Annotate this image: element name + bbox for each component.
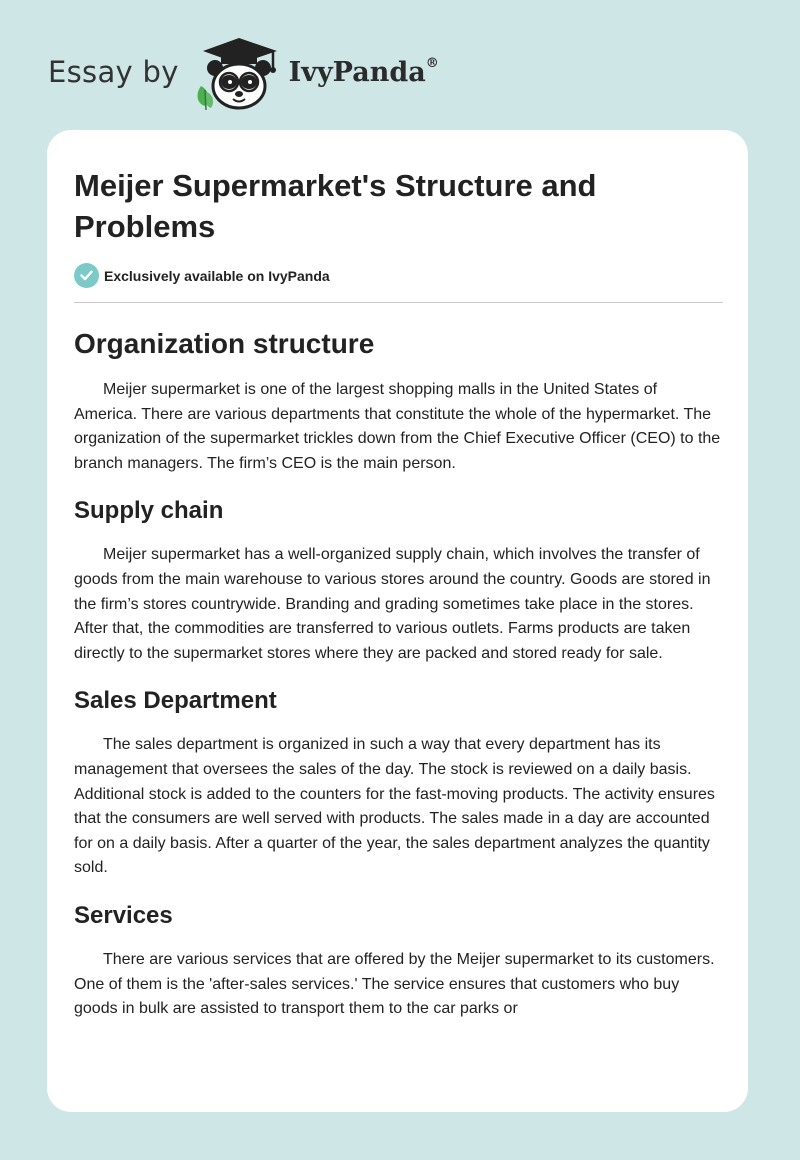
panda-logo-icon[interactable]: [193, 34, 285, 110]
brand-name[interactable]: [289, 57, 439, 88]
article-card: [47, 130, 748, 1112]
exclusive-badge-text: Exclusively available on IvyPanda: [104, 267, 330, 284]
title-divider: [74, 302, 723, 303]
section-heading: Sales Department: [74, 687, 277, 715]
article-title: Meijer Supermarket's Structure and Problems: [74, 168, 597, 244]
brand-text: IvyPanda: [288, 56, 426, 88]
section-paragraph: Meijer supermarket has a well-organized supply chain, which involves the transfer of goods from the main warehouse to various stores around the country. Goods are stored in the firm’s stores countrywide. Branding and grading sometimes take place in the stores. After that, the commodities are transferred to various outlets. Farms products are taken directly to the supermarket stores where they are packed and stored ready for sale.: [74, 546, 711, 662]
section-paragraph: Meijer supermarket is one of the largest shopping malls in the United States of America. There are various departments that constitute the whole of the hypermarket. The organization of the supermarket trickles down from the Chief Executive Officer (CEO) to the branch managers. The firm’s CEO is the main person.: [74, 381, 721, 472]
essay-by-label: Essay by: [48, 55, 179, 89]
section-paragraph: The sales department is organized in such a way that every department has its management that oversees the sales of the day. The stock is reviewed on a daily basis. Additional stock is added to the counters for the fast-moving products. The activity ensures that the consumers are well served with products. The sales made in a day are accounted for on a daily basis. After a quarter of the year, the sales department analyzes the quantity sold.: [74, 736, 715, 877]
exclusive-badge: [74, 263, 330, 288]
section-heading: Services: [74, 901, 173, 929]
leaf-icon: [197, 86, 213, 110]
site-header: [48, 34, 439, 110]
registered-mark: ®: [425, 55, 439, 71]
article-body: [74, 325, 723, 1022]
check-icon: [74, 263, 99, 288]
section-heading: Organization structure: [74, 328, 375, 359]
section-paragraph: There are various services that are offered by the Meijer supermarket to its customers. One of them is the 'after-sales services.' The service ensures that customers who buy goods in bulk are assisted to transport them to the car parks or: [74, 950, 715, 1018]
section-heading: Supply chain: [74, 497, 224, 525]
